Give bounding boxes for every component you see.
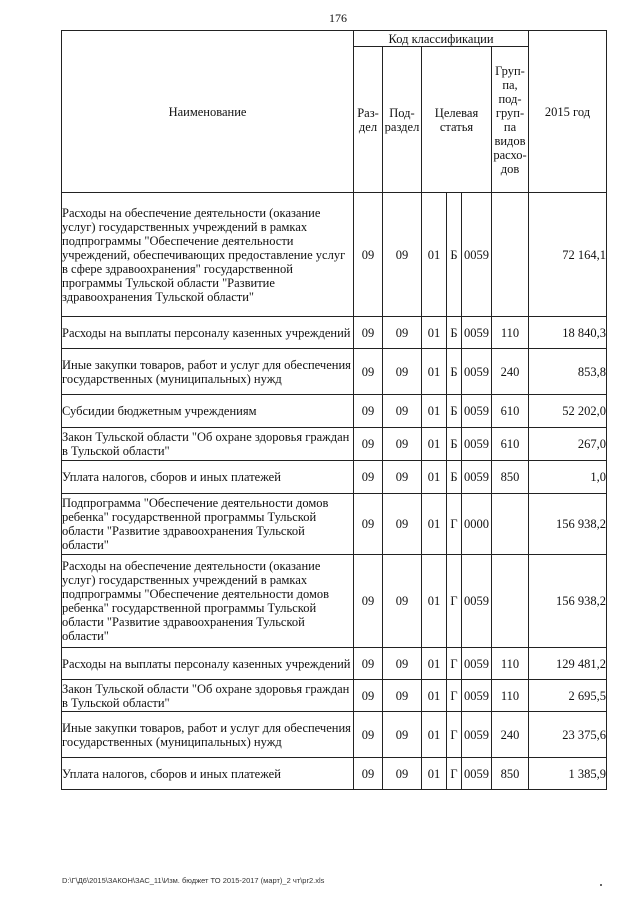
row-amount: 1 385,9	[529, 758, 607, 790]
row-target-program: 01	[422, 758, 447, 790]
header-year: 2015 год	[529, 31, 607, 193]
row-target-subprogram: Б	[447, 193, 462, 317]
row-target-direction: 0059	[462, 193, 492, 317]
row-name: Иные закупки товаров, работ и услуг для обеспечения государственных (муниципальных) нужд	[62, 349, 354, 395]
row-target-direction: 0059	[462, 349, 492, 395]
header-row-top	[62, 31, 607, 47]
row-razdel: 09	[354, 494, 383, 555]
row-razdel: 09	[354, 428, 383, 461]
row-expense-type: 110	[492, 648, 529, 680]
row-target-direction: 0059	[462, 428, 492, 461]
page-number: 176	[329, 11, 347, 25]
row-expense-type	[492, 193, 529, 317]
row-razdel: 09	[354, 680, 383, 712]
row-name: Расходы на обеспечение деятельности (оказание услуг) государственных учреждений в рамках подпрограммы "Обеспечение деятельности учреждений, обеспечивающих предоставление услуг в сфере здравоохранения" государственной программы Тульской области "Развитие здравоохранения Тульской области"	[62, 193, 354, 317]
row-name: Подпрограмма "Обеспечение деятельности домов ребенка" государственной программы Тульской области "Развитие здравоохранения Тульской области"	[62, 494, 354, 555]
row-amount: 1,0	[529, 461, 607, 494]
row-name: Расходы на обеспечение деятельности (оказание услуг) государственных учреждений в рамках подпрограммы "Обеспечение деятельности домов ребенка" государственной программы Тульской области "Развитие здравоохранения Тульской области"	[62, 555, 354, 648]
row-target-direction: 0059	[462, 461, 492, 494]
table-row	[62, 758, 607, 790]
row-target-subprogram: Г	[447, 680, 462, 712]
row-podrazdel: 09	[383, 680, 422, 712]
table-row	[62, 680, 607, 712]
row-podrazdel: 09	[383, 193, 422, 317]
row-name: Уплата налогов, сборов и иных платежей	[62, 461, 354, 494]
row-expense-type: 610	[492, 395, 529, 428]
row-razdel: 09	[354, 555, 383, 648]
row-name: Субсидии бюджетным учреждениям	[62, 395, 354, 428]
header-group: Груп- па, под- груп- па видов расхо- дов	[492, 47, 529, 193]
row-razdel: 09	[354, 648, 383, 680]
row-amount: 853,8	[529, 349, 607, 395]
table-row	[62, 494, 607, 555]
row-name: Закон Тульской области "Об охране здоровья граждан в Тульской области"	[62, 680, 354, 712]
row-target-program: 01	[422, 193, 447, 317]
row-target-direction: 0059	[462, 317, 492, 349]
row-expense-type: 110	[492, 680, 529, 712]
row-razdel: 09	[354, 349, 383, 395]
row-name: Иные закупки товаров, работ и услуг для обеспечения государственных (муниципальных) нужд	[62, 712, 354, 758]
table-row	[62, 648, 607, 680]
row-target-program: 01	[422, 395, 447, 428]
row-target-program: 01	[422, 461, 447, 494]
row-expense-type	[492, 494, 529, 555]
row-target-program: 01	[422, 317, 447, 349]
row-target-subprogram: Б	[447, 349, 462, 395]
row-amount: 2 695,5	[529, 680, 607, 712]
file-path-footer: D:\Г\Д6\2015\ЗАКОН\ЗАС_11\Изм. бюджет ТО 2015-2017 (март)_2 чт\pr2.xls	[62, 876, 325, 885]
row-target-subprogram: Г	[447, 555, 462, 648]
row-expense-type: 610	[492, 428, 529, 461]
row-target-direction: 0059	[462, 395, 492, 428]
row-amount: 129 481,2	[529, 648, 607, 680]
row-target-direction: 0000	[462, 494, 492, 555]
header-name: Наименование	[62, 31, 354, 193]
header-code: Код классификации	[354, 31, 529, 47]
table-row	[62, 428, 607, 461]
row-podrazdel: 09	[383, 395, 422, 428]
table-row	[62, 461, 607, 494]
row-target-direction: 0059	[462, 758, 492, 790]
row-razdel: 09	[354, 317, 383, 349]
row-target-subprogram: Г	[447, 494, 462, 555]
row-amount: 267,0	[529, 428, 607, 461]
row-amount: 72 164,1	[529, 193, 607, 317]
row-podrazdel: 09	[383, 494, 422, 555]
budget-table	[61, 30, 607, 790]
row-podrazdel: 09	[383, 349, 422, 395]
row-expense-type: 240	[492, 712, 529, 758]
row-target-program: 01	[422, 349, 447, 395]
row-podrazdel: 09	[383, 555, 422, 648]
table-row	[62, 193, 607, 317]
scan-mark	[600, 884, 602, 886]
row-expense-type	[492, 555, 529, 648]
row-target-subprogram: Б	[447, 317, 462, 349]
row-podrazdel: 09	[383, 648, 422, 680]
row-target-program: 01	[422, 494, 447, 555]
row-expense-type: 110	[492, 317, 529, 349]
row-target-program: 01	[422, 555, 447, 648]
row-name: Закон Тульской области "Об охране здоровья граждан в Тульской области"	[62, 428, 354, 461]
row-podrazdel: 09	[383, 317, 422, 349]
row-target-direction: 0059	[462, 680, 492, 712]
row-expense-type: 240	[492, 349, 529, 395]
row-razdel: 09	[354, 758, 383, 790]
row-razdel: 09	[354, 395, 383, 428]
row-expense-type: 850	[492, 758, 529, 790]
header-section: Раз- дел	[354, 47, 383, 193]
table-row	[62, 555, 607, 648]
row-podrazdel: 09	[383, 428, 422, 461]
row-amount: 23 375,6	[529, 712, 607, 758]
row-razdel: 09	[354, 712, 383, 758]
row-razdel: 09	[354, 461, 383, 494]
header-subsection: Под- раздел	[383, 47, 422, 193]
row-podrazdel: 09	[383, 712, 422, 758]
row-target-subprogram: Б	[447, 461, 462, 494]
row-amount: 156 938,2	[529, 555, 607, 648]
row-target-direction: 0059	[462, 648, 492, 680]
row-amount: 52 202,0	[529, 395, 607, 428]
row-podrazdel: 09	[383, 758, 422, 790]
row-target-subprogram: Г	[447, 758, 462, 790]
row-target-subprogram: Г	[447, 648, 462, 680]
row-name: Уплата налогов, сборов и иных платежей	[62, 758, 354, 790]
row-expense-type: 850	[492, 461, 529, 494]
row-target-direction: 0059	[462, 712, 492, 758]
header-target: Целевая статья	[422, 47, 492, 193]
row-name: Расходы на выплаты персоналу казенных учреждений	[62, 648, 354, 680]
row-target-program: 01	[422, 712, 447, 758]
row-target-program: 01	[422, 648, 447, 680]
table-row	[62, 712, 607, 758]
table-row	[62, 317, 607, 349]
row-podrazdel: 09	[383, 461, 422, 494]
table-row	[62, 349, 607, 395]
row-target-subprogram: Б	[447, 395, 462, 428]
row-target-program: 01	[422, 680, 447, 712]
row-target-subprogram: Б	[447, 428, 462, 461]
table-row	[62, 395, 607, 428]
row-target-program: 01	[422, 428, 447, 461]
row-amount: 18 840,3	[529, 317, 607, 349]
row-amount: 156 938,2	[529, 494, 607, 555]
row-target-direction: 0059	[462, 555, 492, 648]
row-target-subprogram: Г	[447, 712, 462, 758]
row-razdel: 09	[354, 193, 383, 317]
row-name: Расходы на выплаты персоналу казенных учреждений	[62, 317, 354, 349]
